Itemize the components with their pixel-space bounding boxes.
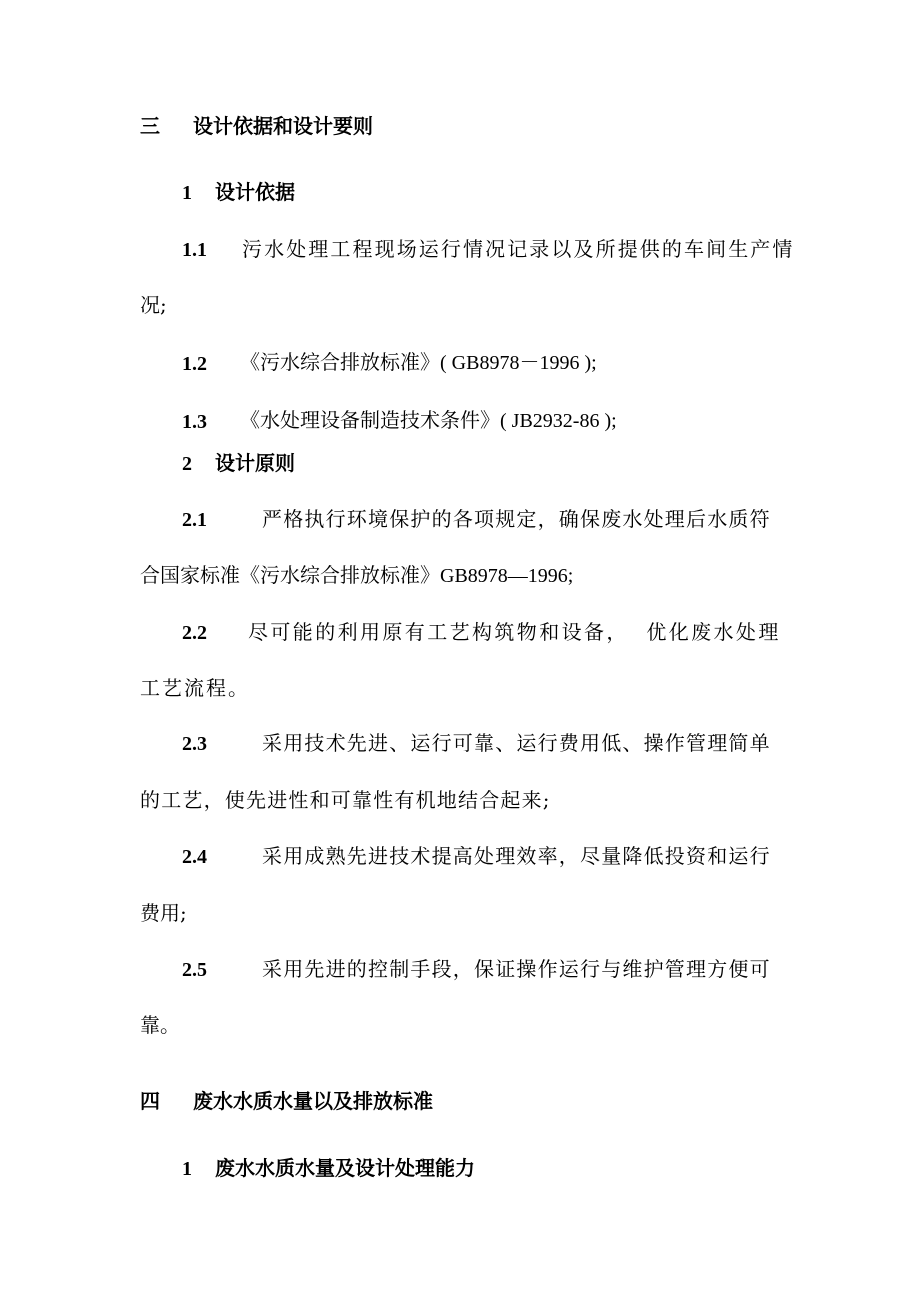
principle-item-2-4-text: 采用成熟先进技术提高处理效率，尽量降低投资和运行 [262,844,771,868]
principle-item-2-1-number: 2.1 [182,509,207,531]
basis-item-1-1 [182,237,795,262]
basis-item-1-2 [182,351,597,376]
subsection-principles-number: 2 [182,453,192,475]
subsection-principles-heading [182,451,295,476]
section-3-title: 设计依据和设计要则 [193,114,373,138]
principle-item-2-5-number: 2.5 [182,959,207,981]
principle-item-2-3-number: 2.3 [182,733,207,755]
section-4-number: 四 [140,1089,160,1113]
principle-item-2-3-text: 采用技术先进、运行可靠、运行费用低、操作管理简单 [262,731,771,755]
principle-item-2-2-text: 尽可能的利用原有工艺构筑物和设备， 优化废水处理 [248,620,781,644]
principle-item-2-5-continuation: 靠。 [140,1013,180,1037]
principle-item-2-4-number: 2.4 [182,846,207,868]
section-4-heading [140,1089,433,1113]
section-4-title: 废水水质水量以及排放标准 [193,1089,433,1113]
principle-item-2-1-continuation: 合国家标准《污水综合排放标准》GB8978—1996; [140,565,574,587]
subsection-wastewater-title: 废水水质水量及设计处理能力 [215,1156,475,1180]
principle-item-2-2-continuation: 工艺流程。 [140,676,250,700]
basis-item-1-2-number: 1.2 [182,353,207,375]
subsection-basis-title: 设计依据 [215,180,295,204]
subsection-wastewater-heading [182,1156,475,1181]
basis-item-1-3-number: 1.3 [182,411,207,433]
principle-item-2-4-continuation: 费用; [140,901,187,925]
subsection-basis-number: 1 [182,182,192,204]
principle-item-2-3-continuation: 的工艺，使先进性和可靠性有机地结合起来; [140,788,551,812]
principle-item-2-2 [182,620,781,645]
subsection-wastewater-number: 1 [182,1158,192,1180]
principle-item-2-5-text: 采用先进的控制手段，保证操作运行与维护管理方便可 [262,957,771,981]
basis-item-1-1-continuation: 况; [140,293,167,317]
basis-item-1-2-text: 《污水综合排放标准》( GB8978－1996 ); [240,352,597,374]
basis-item-1-1-number: 1.1 [182,239,207,261]
basis-item-1-3-text: 《水处理设备制造技术条件》( JB2932-86 ); [240,410,617,432]
subsection-principles-title: 设计原则 [215,451,295,475]
principle-item-2-5 [182,957,771,982]
subsection-basis-heading [182,180,295,205]
principle-item-2-3 [182,731,771,756]
principle-item-2-1 [182,507,780,532]
principle-item-2-2-number: 2.2 [182,622,207,644]
basis-item-1-3 [182,409,617,434]
basis-item-1-1-text: 污水处理工程现场运行情况记录以及所提供的车间生产情 [242,237,795,261]
principle-item-2-4 [182,844,771,869]
section-3-number: 三 [140,114,160,138]
principle-item-2-1-text: 严格执行环境保护的各项规定，确保废水处理后水质符 [262,507,771,531]
section-3-heading [140,114,373,138]
